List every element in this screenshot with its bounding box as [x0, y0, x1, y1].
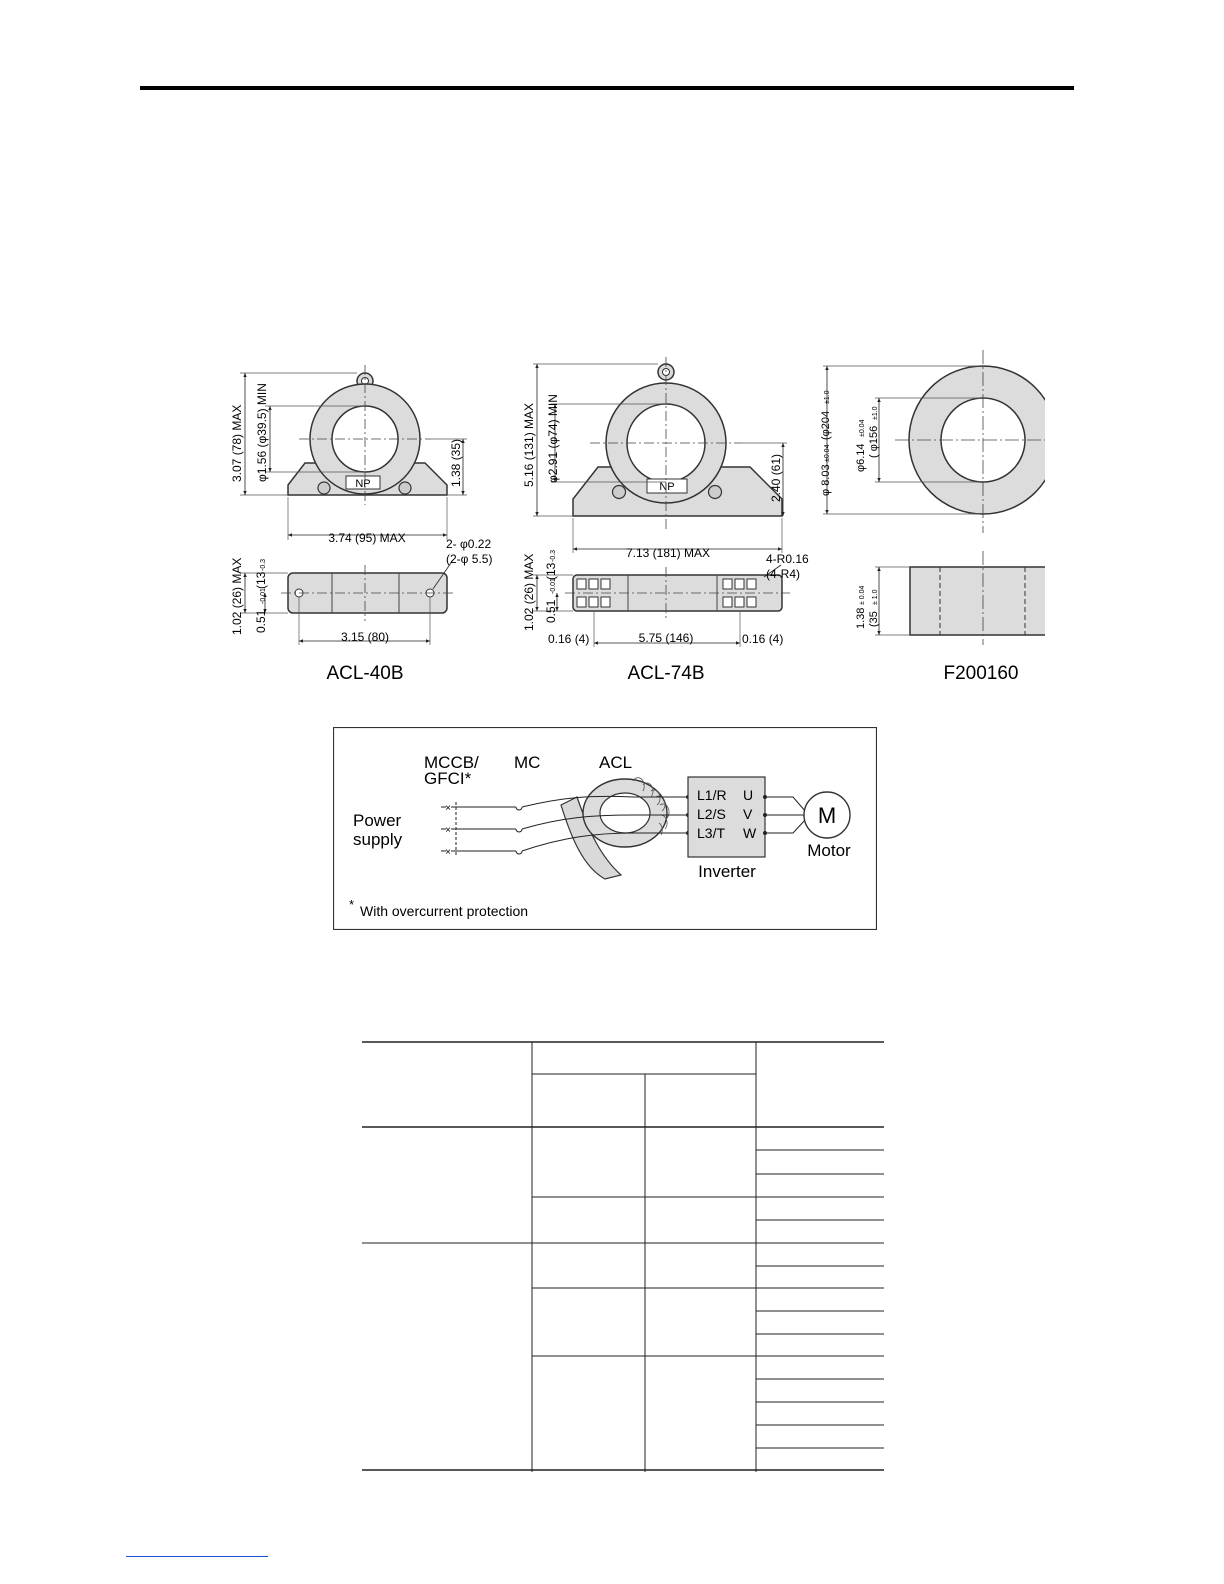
acl74b-width-max: 7.13 (181) MAX [625, 546, 711, 560]
f200160-thickness: 1.38 [855, 607, 867, 629]
inverter-label: Inverter [698, 862, 756, 881]
f200160-outer-dia: φ 8.03 [820, 464, 832, 496]
acl74b-inner-dia-min: φ2.91 (φ74) MIN [546, 394, 560, 483]
mccb-label-2: GFCI* [424, 769, 472, 788]
acl40b-depth-half-mm: (13 [254, 571, 268, 589]
acl40b-hole-spec-1: 2- φ0.22 [446, 537, 492, 551]
acl40b-center-height: 1.38 (35) [449, 438, 463, 487]
f200160-thickness-mm-tol: ± 1.0 [872, 589, 879, 605]
acl74b-height-max: 5.16 (131) MAX [522, 402, 536, 487]
table-grid [362, 1042, 884, 1472]
mccb-label-1: MCCB/ [424, 753, 479, 772]
acl40b-inner-dia-min: φ1.56 (φ39.5) MIN [255, 383, 269, 482]
acl74b-radius-spec-1: 4-R0.16 [766, 552, 809, 566]
acl74b-title: ACL-74B [627, 663, 705, 684]
f200160-front-view [820, 350, 1045, 533]
f200160-title: F200160 [943, 663, 1019, 684]
acl40b-depth-half-tol: -0.01 [260, 588, 267, 604]
f200160-thickness-mm: (35 [868, 611, 880, 627]
acl40b-depth-max: 1.02 (26) MAX [230, 557, 244, 635]
acl74b-depth-half: 0.51 [544, 599, 558, 623]
power-supply-label-1: Power [353, 811, 402, 830]
acl74b-depth-max: 1.02 (26) MAX [522, 553, 536, 631]
f200160-side-view [855, 551, 1045, 645]
acl74b-edge-left: 0.16 (4) [548, 632, 590, 646]
f200160-outer-dia-tol: ±0.04 [824, 444, 831, 462]
acl74b-depth-half-mm: (13 [544, 562, 558, 580]
svg-text:×: × [445, 847, 451, 858]
acl40b-hole-spec-2: (2-φ 5.5) [446, 552, 493, 566]
acl40b-width-max: 3.74 (95) MAX [328, 531, 406, 545]
acl40b-side-view [230, 537, 492, 645]
terminal-w: W [743, 825, 757, 841]
f200160-inner-dia-mm: ( φ156 [868, 425, 880, 458]
header-rule [140, 86, 1074, 90]
footer-link-underline [126, 1556, 268, 1557]
terminal-v: V [743, 806, 753, 822]
acl40b-depth-half-mm-tol: -0.3 [260, 558, 267, 571]
f200160-thickness-tol: ± 0.04 [859, 585, 866, 605]
svg-text:×: × [445, 825, 451, 836]
terminal-u: U [743, 787, 754, 803]
acl40b-depth-half: 0.51 [254, 609, 268, 633]
acl-label: ACL [599, 753, 633, 772]
terminal-l1: L1/R [697, 787, 727, 803]
acl40b-hole-pitch: 3.15 (80) [340, 630, 390, 644]
acl40b-front-view [230, 365, 467, 545]
f200160-outer-dia-mm-tol: ±1.0 [824, 390, 831, 404]
acl40b-height-max: 3.07 (78) MAX [230, 404, 244, 482]
f200160-inner-dia-tol: ±0.04 [859, 419, 866, 437]
footnote-mark: * [349, 897, 355, 912]
dimension-drawings [215, 345, 1045, 690]
wiring-diagram [333, 727, 877, 930]
acl-selection-table [362, 1040, 884, 1472]
svg-text:×: × [445, 803, 451, 814]
acl74b-side-view [522, 550, 809, 647]
motor-symbol: M [817, 803, 837, 828]
acl74b-center-height: 2.40 (61) [769, 453, 783, 502]
acl74b-front-view [522, 357, 787, 560]
acl74b-np-label: NP [659, 481, 675, 493]
terminal-l3: L3/T [697, 825, 726, 841]
mc-label: MC [514, 753, 541, 772]
terminal-l2: L2/S [697, 806, 726, 822]
acl40b-np-label: NP [355, 478, 371, 490]
breaker-contacts [445, 803, 451, 858]
acl74b-radius-spec-2: (4-R4) [766, 567, 801, 581]
footnote-text: With overcurrent protection [360, 903, 529, 919]
acl74b-hole-pitch: 5.75 (146) [638, 631, 694, 645]
acl74b-edge-right: 0.16 (4) [742, 632, 784, 646]
f200160-outer-dia-mm: (φ204 [820, 410, 832, 440]
acl40b-title: ACL-40B [326, 663, 404, 684]
f200160-inner-dia: φ6.14 [855, 443, 867, 472]
acl74b-depth-half-mm-tol: -0.3 [550, 549, 557, 562]
motor-label: Motor [807, 841, 851, 860]
acl74b-depth-half-tol: -0.01 [550, 578, 557, 594]
power-supply-label-2: supply [353, 830, 403, 849]
f200160-inner-dia-mm-tol: ±1.0 [872, 406, 879, 420]
